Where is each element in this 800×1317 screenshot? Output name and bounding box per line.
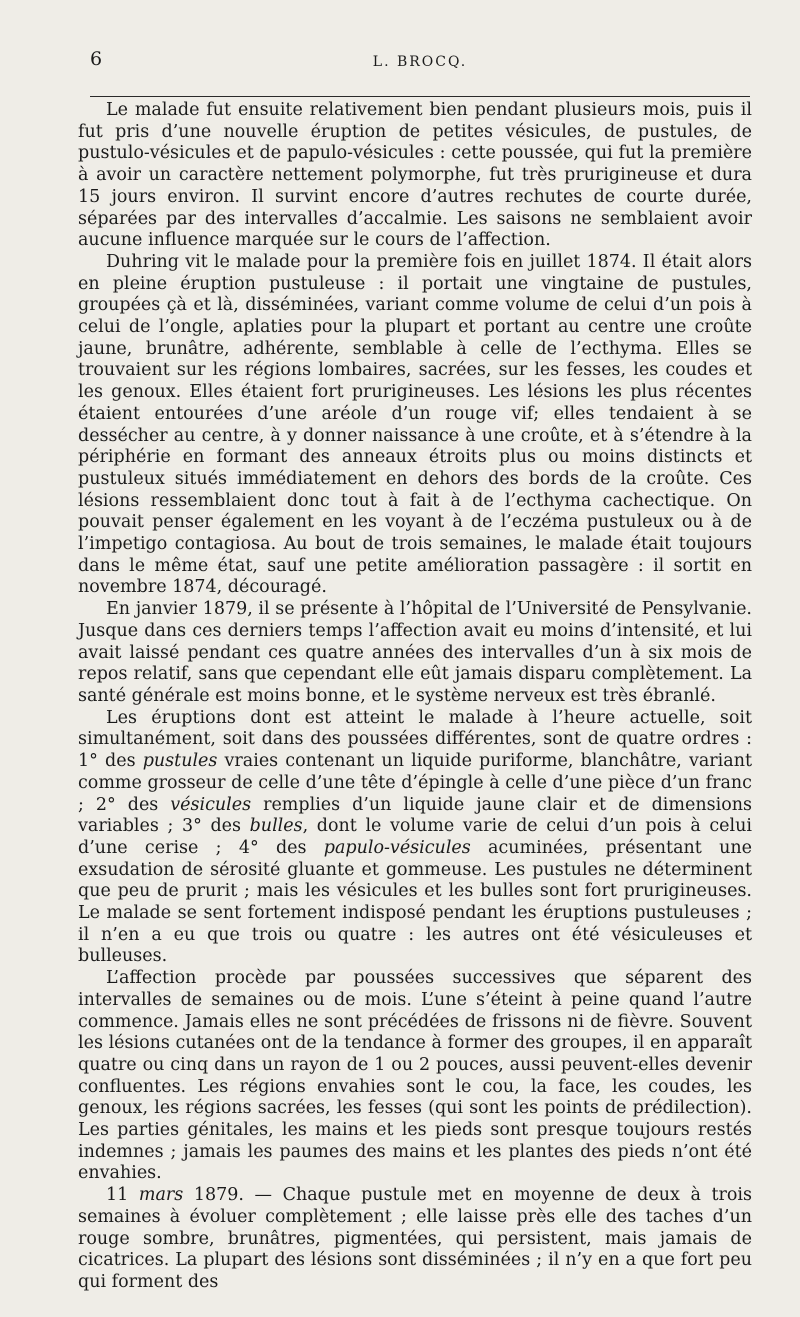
text-run: 1879. — Chaque pustule met en moyenne de deux à trois semaines à évoluer complètement ; elle laisse près elle des taches d’un rouge sombre, brunâtres, pigmentées, qui persistent, mais jamais de cicatrices. La plupart des lésions sont disséminées ; il n’y en a que fort peu qui forment des	[78, 1185, 752, 1292]
body-text	[78, 100, 752, 1294]
paragraph-eruption-types	[78, 708, 752, 968]
italic-term-vesicules: vésicules	[170, 794, 252, 815]
text-run: remplies d’un liquide jaune clair et de dimensions variables ; 3° des	[78, 794, 752, 837]
paragraph-relapses: Le malade fut ensuite relativement bien pendant plusieurs mois, puis il fut pris d’une nouvelle éruption de petites vésicules, de pustules, de pustulo-vésicules et de papulo-vésicules : cette poussée, qui fut la première à avoir un caractère nettement polymorphe, fut très prurigineuse et dura 15 jours environ. Il survint encore d’autres rechutes de courte durée, séparées par des intervalles d’accalmie. Les saisons ne semblaient avoir aucune influence marquée sur le cours de l’affection.	[78, 100, 752, 251]
page-header	[90, 48, 750, 72]
running-head: L. BROCQ.	[372, 54, 468, 70]
italic-term-pustules: pustules	[142, 751, 218, 772]
italic-term-mars: mars	[138, 1185, 184, 1206]
header-rule	[90, 96, 750, 97]
text-run: Les éruptions dont est atteint le malade à l’heure actuelle, soit simultanément, soit dans des poussées différentes, sont de quatre ordres : 1° des	[78, 707, 752, 772]
paragraph-january-1879: En janvier 1879, il se présente à l’hôpital de l’Université de Pensylvanie. Jusque dans ces derniers temps l’affection avait eu moins d’intensité, et lui avait laissé pendant ces quatre années des intervalles d’un à six mois de repos relatif, sans que cependant elle eût jamais disparu complètement. La santé générale est moins bonne, et le système nerveux est très ébranlé.	[78, 599, 752, 706]
text-run: , dont le volume varie de celui d’un pois à celui d’une cerise ; 4° des	[78, 816, 752, 858]
text-run: acuminées, présentant une exsudation de sérosité gluante et gommeuse. Les pustules ne déterminent que peu de prurit ; mais les vésicules et les bulles sont fort prurigineuses. Le malade se sent fortement indisposé pendant les éruptions pustuleuses ; il n’en a eu que trois ou quatre : les autres ont été vésiculeuses et bulleuses.	[78, 837, 752, 967]
italic-term-papulo-vesicules: papulo-vésicules	[323, 837, 471, 858]
text-run: vraies contenant un liquide puriforme, blanchâtre, variant comme grosseur de celle d’une tête d’épingle à celle d’une pièce d’un franc ; 2° des	[78, 751, 752, 815]
paragraph-11-mars-1879	[78, 1185, 752, 1294]
paragraph-duhring-1874: Duhring vit le malade pour la première fois en juillet 1874. Il était alors en pleine éruption pustuleuse : il portait une vingtaine de pustules, groupées çà et là, disséminées, variant comme volume de celui d’un pois à celui de l’ongle, aplaties pour la plupart et portant au centre une croûte jaune, brunâtre, adhérente, semblable à celle de l’ecthyma. Elles se trouvaient sur les régions lombaires, sacrées, sur les fesses, les coudes et les genoux. Elles étaient fort prurigineuses. Les lésions les plus récentes étaient entourées d’une aréole d’un rouge vif; elles tendaient à se dessécher au centre, à y donner naissance à une croûte, et à s’étendre à la périphérie en formant des anneaux étroits plus ou moins distincts et pustuleux situés immédiatement en dehors des bords de la croûte. Ces lésions ressemblaient donc tout à fait à de l’ecthyma cachectique. On pouvait penser également en les voyant à de l’eczéma pustuleux ou à de l’impetigo contagiosa. Au bout de trois semaines, le malade était toujours dans le même état, sauf une petite amélioration passagère : il sortit en novembre 1874, découragé.	[78, 251, 752, 598]
text-run: 11	[106, 1185, 139, 1206]
paragraph-successive-outbreaks: L’affection procède par poussées successives que séparent des intervalles de semaines ou de mois. L’une s’éteint à peine quand l’autre commence. Jamais elles ne sont précédées de frissons ni de fièvre. Souvent les lésions cutanées ont de la tendance à former des groupes, il en apparaît quatre ou cinq dans un rayon de 1 ou 2 pouces, aussi peuvent-elles devenir confluentes. Les régions envahies sont le cou, la face, les coudes, les genoux, les régions sacrées, les fesses (qui sont les points de prédilection). Les parties génitales, les mains et les pieds sont presque toujours restés indemnes ; jamais les paumes des mains et les plantes des pieds n’ont été envahies.	[78, 968, 752, 1184]
italic-term-bulles: bulles	[249, 816, 303, 837]
page-number: 6	[90, 48, 103, 70]
